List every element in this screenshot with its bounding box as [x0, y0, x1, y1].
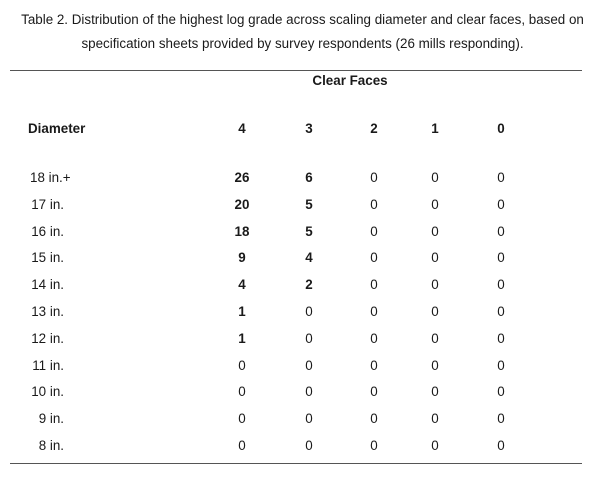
- table-top-rule: [10, 70, 582, 71]
- cell-clear-faces-0: 0: [497, 411, 505, 427]
- cell-clear-faces-0: 0: [497, 357, 505, 373]
- row-diameter-label: 8 in.: [38, 437, 64, 453]
- cell-clear-faces-4: 18: [234, 223, 250, 239]
- cell-clear-faces-2: 0: [370, 170, 378, 185]
- cell-clear-faces-3: 4: [305, 250, 313, 266]
- cell-clear-faces-2: 0: [370, 411, 378, 427]
- cell-clear-faces-2: 0: [370, 357, 378, 373]
- cell-clear-faces-4: 0: [238, 357, 246, 373]
- column-header-1: 1: [431, 121, 439, 136]
- cell-clear-faces-2: 0: [370, 303, 378, 319]
- row-diameter-label: 17 in.: [31, 196, 64, 212]
- cell-clear-faces-1: 0: [431, 384, 439, 400]
- table-row: [0, 223, 605, 250]
- table-row: [0, 303, 605, 330]
- cell-clear-faces-1: 0: [431, 196, 439, 212]
- cell-clear-faces-2: 0: [370, 223, 378, 239]
- cell-clear-faces-3: 0: [305, 357, 313, 373]
- cell-clear-faces-3: 6: [305, 170, 313, 185]
- cell-clear-faces-0: 0: [497, 384, 505, 400]
- cell-clear-faces-3: 0: [305, 411, 313, 427]
- cell-clear-faces-2: 0: [370, 250, 378, 266]
- row-diameter-label: 10 in.: [31, 384, 64, 400]
- cell-clear-faces-2: 0: [370, 384, 378, 400]
- cell-clear-faces-0: 0: [497, 250, 505, 266]
- row-diameter-label: 13 in.: [31, 303, 64, 319]
- cell-clear-faces-0: 0: [497, 223, 505, 239]
- cell-clear-faces-1: 0: [431, 411, 439, 427]
- cell-clear-faces-4: 1: [238, 303, 246, 319]
- column-header-row: [0, 120, 605, 138]
- cell-clear-faces-3: 2: [305, 277, 313, 293]
- cell-clear-faces-3: 0: [305, 330, 313, 346]
- cell-clear-faces-4: 26: [234, 170, 250, 185]
- table-body: [0, 169, 605, 464]
- cell-clear-faces-4: 20: [234, 196, 250, 212]
- cell-clear-faces-1: 0: [431, 437, 439, 453]
- row-diameter-label: 18 in.+: [30, 170, 71, 185]
- cell-clear-faces-1: 0: [431, 250, 439, 266]
- cell-clear-faces-1: 0: [431, 330, 439, 346]
- cell-clear-faces-4: 0: [238, 411, 246, 427]
- cell-clear-faces-2: 0: [370, 330, 378, 346]
- table-bottom-rule: [10, 463, 582, 464]
- table-row: [0, 383, 605, 410]
- cell-clear-faces-2: 0: [370, 277, 378, 293]
- clear-faces-header: Clear Faces: [312, 73, 388, 88]
- cell-clear-faces-4: 1: [238, 330, 246, 346]
- cell-clear-faces-3: 5: [305, 223, 313, 239]
- cell-clear-faces-3: 0: [305, 384, 313, 400]
- column-header-4: 4: [238, 121, 246, 136]
- row-diameter-label: 14 in.: [31, 277, 64, 293]
- caption-line-2: specification sheets provided by survey respondents (26 mills responding).: [81, 36, 524, 51]
- diameter-header: Diameter: [28, 121, 86, 136]
- cell-clear-faces-2: 0: [370, 196, 378, 212]
- column-header-3: 3: [305, 121, 313, 136]
- table-row: [0, 330, 605, 357]
- cell-clear-faces-3: 5: [305, 196, 313, 212]
- table-row: [0, 169, 605, 196]
- cell-clear-faces-1: 0: [431, 223, 439, 239]
- cell-clear-faces-3: 0: [305, 437, 313, 453]
- column-header-2: 2: [370, 121, 378, 136]
- row-diameter-label: 9 in.: [38, 411, 64, 427]
- cell-clear-faces-0: 0: [497, 170, 505, 185]
- cell-clear-faces-0: 0: [497, 303, 505, 319]
- cell-clear-faces-4: 9: [238, 250, 246, 266]
- column-header-0: 0: [497, 121, 505, 136]
- cell-clear-faces-0: 0: [497, 437, 505, 453]
- cell-clear-faces-4: 4: [238, 277, 246, 293]
- cell-clear-faces-1: 0: [431, 170, 439, 185]
- cell-clear-faces-3: 0: [305, 303, 313, 319]
- cell-clear-faces-1: 0: [431, 277, 439, 293]
- cell-clear-faces-4: 0: [238, 384, 246, 400]
- table-row: [0, 437, 605, 464]
- cell-clear-faces-0: 0: [497, 330, 505, 346]
- table-row: [0, 196, 605, 223]
- table-row: [0, 410, 605, 437]
- cell-clear-faces-1: 0: [431, 303, 439, 319]
- table-row: [0, 357, 605, 384]
- cell-clear-faces-0: 0: [497, 196, 505, 212]
- row-diameter-label: 16 in.: [31, 223, 64, 239]
- table-row: [0, 276, 605, 303]
- cell-clear-faces-0: 0: [497, 277, 505, 293]
- table-caption: [0, 8, 605, 56]
- table-row: [0, 249, 605, 276]
- caption-line-1: Table 2. Distribution of the highest log grade across scaling diameter and clear faces, based on: [21, 12, 584, 27]
- row-diameter-label: 15 in.: [31, 250, 64, 266]
- cell-clear-faces-1: 0: [431, 357, 439, 373]
- row-diameter-label: 12 in.: [31, 330, 64, 346]
- cell-clear-faces-4: 0: [238, 437, 246, 453]
- row-diameter-label: 11 in.: [32, 357, 64, 373]
- cell-clear-faces-2: 0: [370, 437, 378, 453]
